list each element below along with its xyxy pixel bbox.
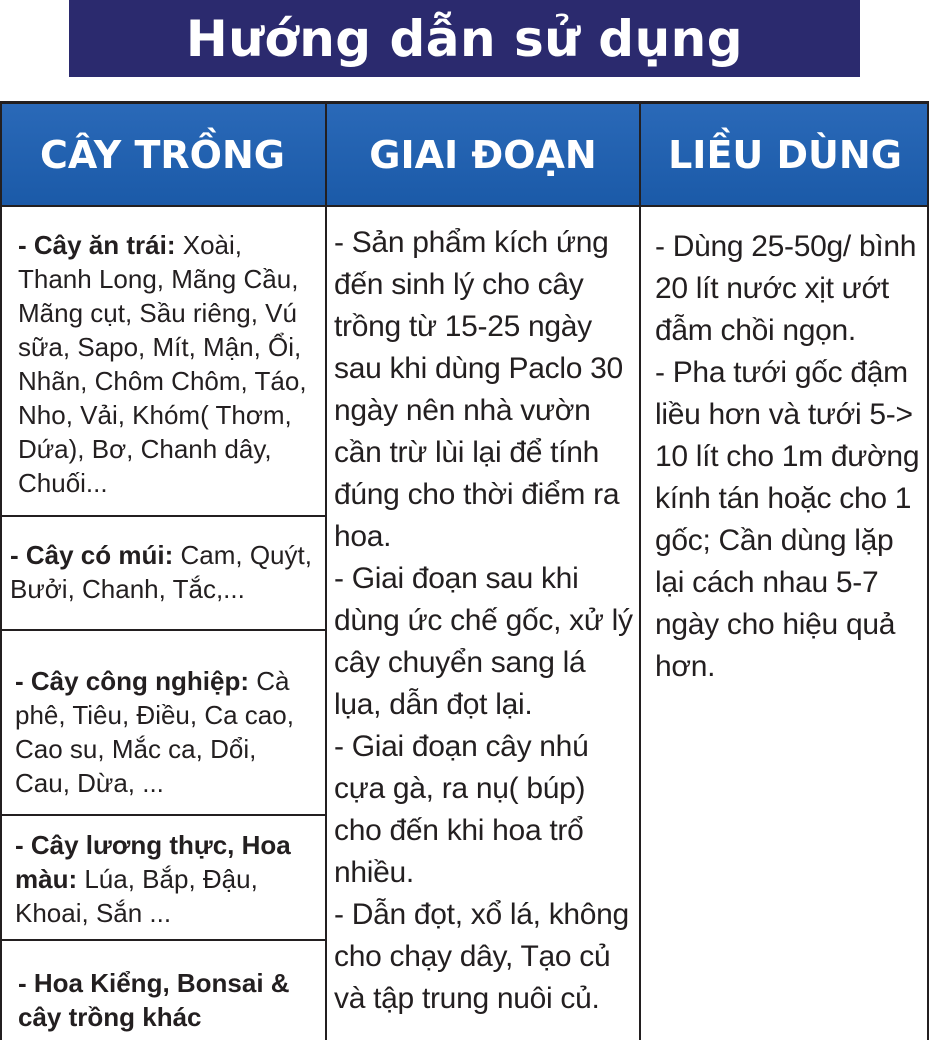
- crop-label: - Cây công nghiệp:: [15, 666, 249, 696]
- title-banner: [69, 0, 860, 77]
- crop-ornamental: [18, 966, 313, 1034]
- stage-item: - Dẫn đọt, xổ lá, không cho chạy dây, Tạo củ và tập trung nuôi củ.: [334, 898, 629, 1015]
- crop-label: - Cây có múi:: [10, 540, 174, 570]
- column-divider: [639, 104, 641, 1040]
- crop-list: Cam, Quýt, Bưởi, Chanh, Tắc,...: [10, 540, 312, 604]
- table-border-left: [0, 104, 2, 1040]
- crop-label: - Cây lương thực, Hoa màu:: [15, 830, 291, 894]
- usage-table: [0, 101, 929, 1040]
- column-divider: [325, 104, 327, 1040]
- crop-list: Cà phê, Tiêu, Điều, Ca cao, Cao su, Mắc ca, Dổi, Cau, Dừa, ...: [15, 666, 294, 798]
- crop-industrial: [15, 664, 315, 800]
- crop-food-crops: [15, 828, 315, 930]
- dosage-item: - Dùng 25-50g/ bình 20 lít nước xịt ướt đẫm chồi ngọn.: [655, 230, 917, 347]
- crop-citrus: [10, 538, 320, 606]
- crop-label: - Hoa Kiểng, Bonsai & cây trồng khác: [18, 968, 290, 1032]
- header-dosage: LIỀU DÙNG: [641, 104, 929, 205]
- row-divider: [0, 629, 327, 631]
- row-divider: [0, 814, 327, 816]
- stage-item: - Giai đoạn sau khi dùng ức chế gốc, xử lý cây chuyển sang lá lụa, dẫn đọt lại.: [334, 562, 633, 721]
- stage-item: - Giai đoạn cây nhú cựa gà, ra nụ( búp) cho đến khi hoa trổ nhiều.: [334, 730, 589, 889]
- header-stage: GIAI ĐOẠN: [327, 104, 639, 205]
- page-title: Hướng dẫn sử dụng: [185, 9, 744, 68]
- crop-label: - Cây ăn trái:: [18, 230, 176, 260]
- row-divider: [0, 939, 327, 941]
- dosage-item: - Pha tưới gốc đậm liều hơn và tưới 5-> 10 lít cho 1m đường kính tán hoặc cho 1 gốc; Cần dùng lặp lại cách nhau 5-7 ngày cho hiệu quả hơn.: [655, 356, 920, 683]
- stage-column: [334, 222, 634, 1020]
- header-divider: [0, 205, 929, 207]
- crop-list: Xoài, Thanh Long, Mãng Cầu, Mãng cụt, Sầu riêng, Vú sữa, Sapo, Mít, Mận, Ổi, Nhãn, Chôm Chôm, Táo, Nho, Vải, Khóm( Thơm, Dứa), Bơ, Chanh dây, Chuối...: [18, 230, 307, 498]
- crop-fruit-trees: [18, 228, 318, 500]
- stage-item: - Sản phẩm kích ứng đến sinh lý cho cây trồng từ 15-25 ngày sau khi dùng Paclo 30 ngày nên nhà vườn cần trừ lùi lại để tính đúng cho thời điểm ra hoa.: [334, 226, 623, 553]
- dosage-column: [655, 226, 923, 688]
- header-crops: CÂY TRỒNG: [0, 104, 325, 205]
- row-divider: [0, 515, 327, 517]
- crop-list: Lúa, Bắp, Đậu, Khoai, Sắn ...: [15, 864, 258, 928]
